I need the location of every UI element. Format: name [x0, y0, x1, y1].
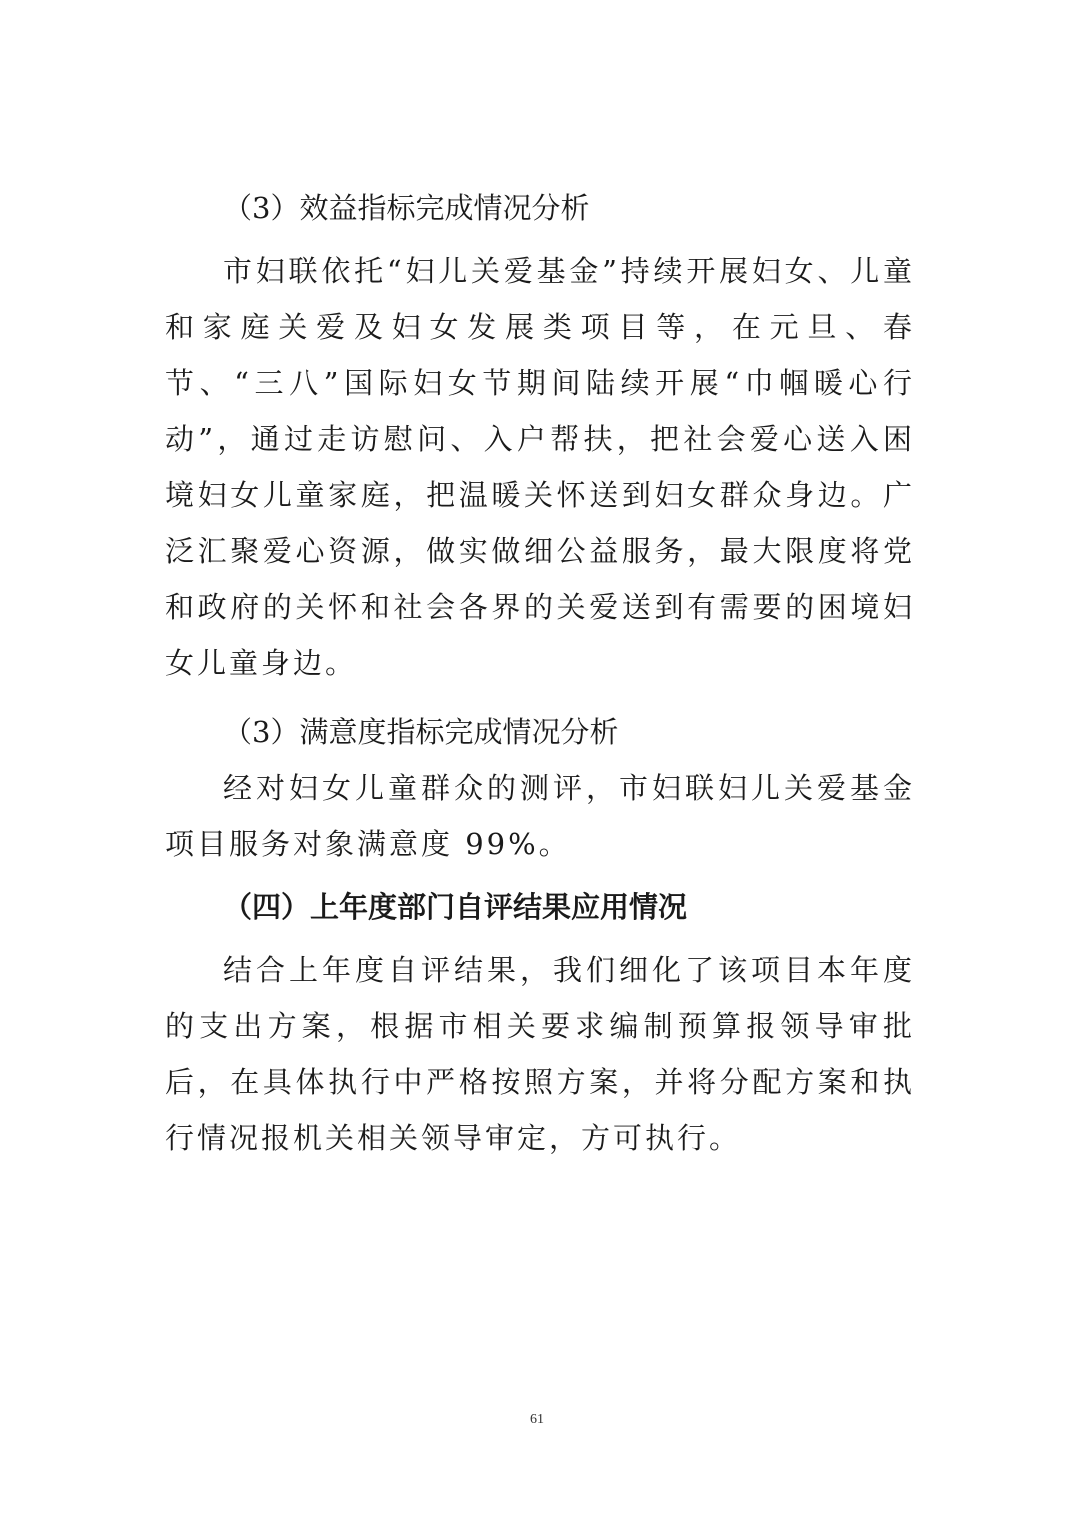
page-number: 61 [530, 1412, 544, 1427]
section-heading-benefit-indicators: （3）效益指标完成情况分析 [223, 191, 590, 225]
paragraph-benefit-indicators: 市妇联依托“妇儿关爱基金”持续开展妇女、儿童和家庭关爱及妇女发展类项目等，在元旦、春节、“三八”国际妇女节期间陆续开展“巾帼暖心行动”，通过走访慰问、入户帮扶，把社会爱心送入困境妇女儿童家庭，把温暖关怀送到妇女群众身边。广泛汇聚爱心资源，做实做细公益服务，最大限度将党和政府的关怀和社会各界的关爱送到有需要的困境妇女儿童身边。 [165, 254, 915, 680]
section-heading-satisfaction-indicators: （3）满意度指标完成情况分析 [223, 715, 619, 749]
section-heading-self-evaluation-application: （四）上年度部门自评结果应用情况 [223, 890, 688, 924]
paragraph-self-evaluation-application: 结合上年度自评结果，我们细化了该项目本年度的支出方案，根据市相关要求编制预算报领导审批后，在具体执行中严格按照方案，并将分配方案和执行情况报机关相关领导审定，方可执行。 [165, 953, 915, 1155]
document-body [165, 180, 915, 1166]
paragraph-satisfaction-indicators: 经对妇女儿童群众的测评，市妇联妇儿关爱基金项目服务对象满意度 99%。 [165, 771, 915, 861]
